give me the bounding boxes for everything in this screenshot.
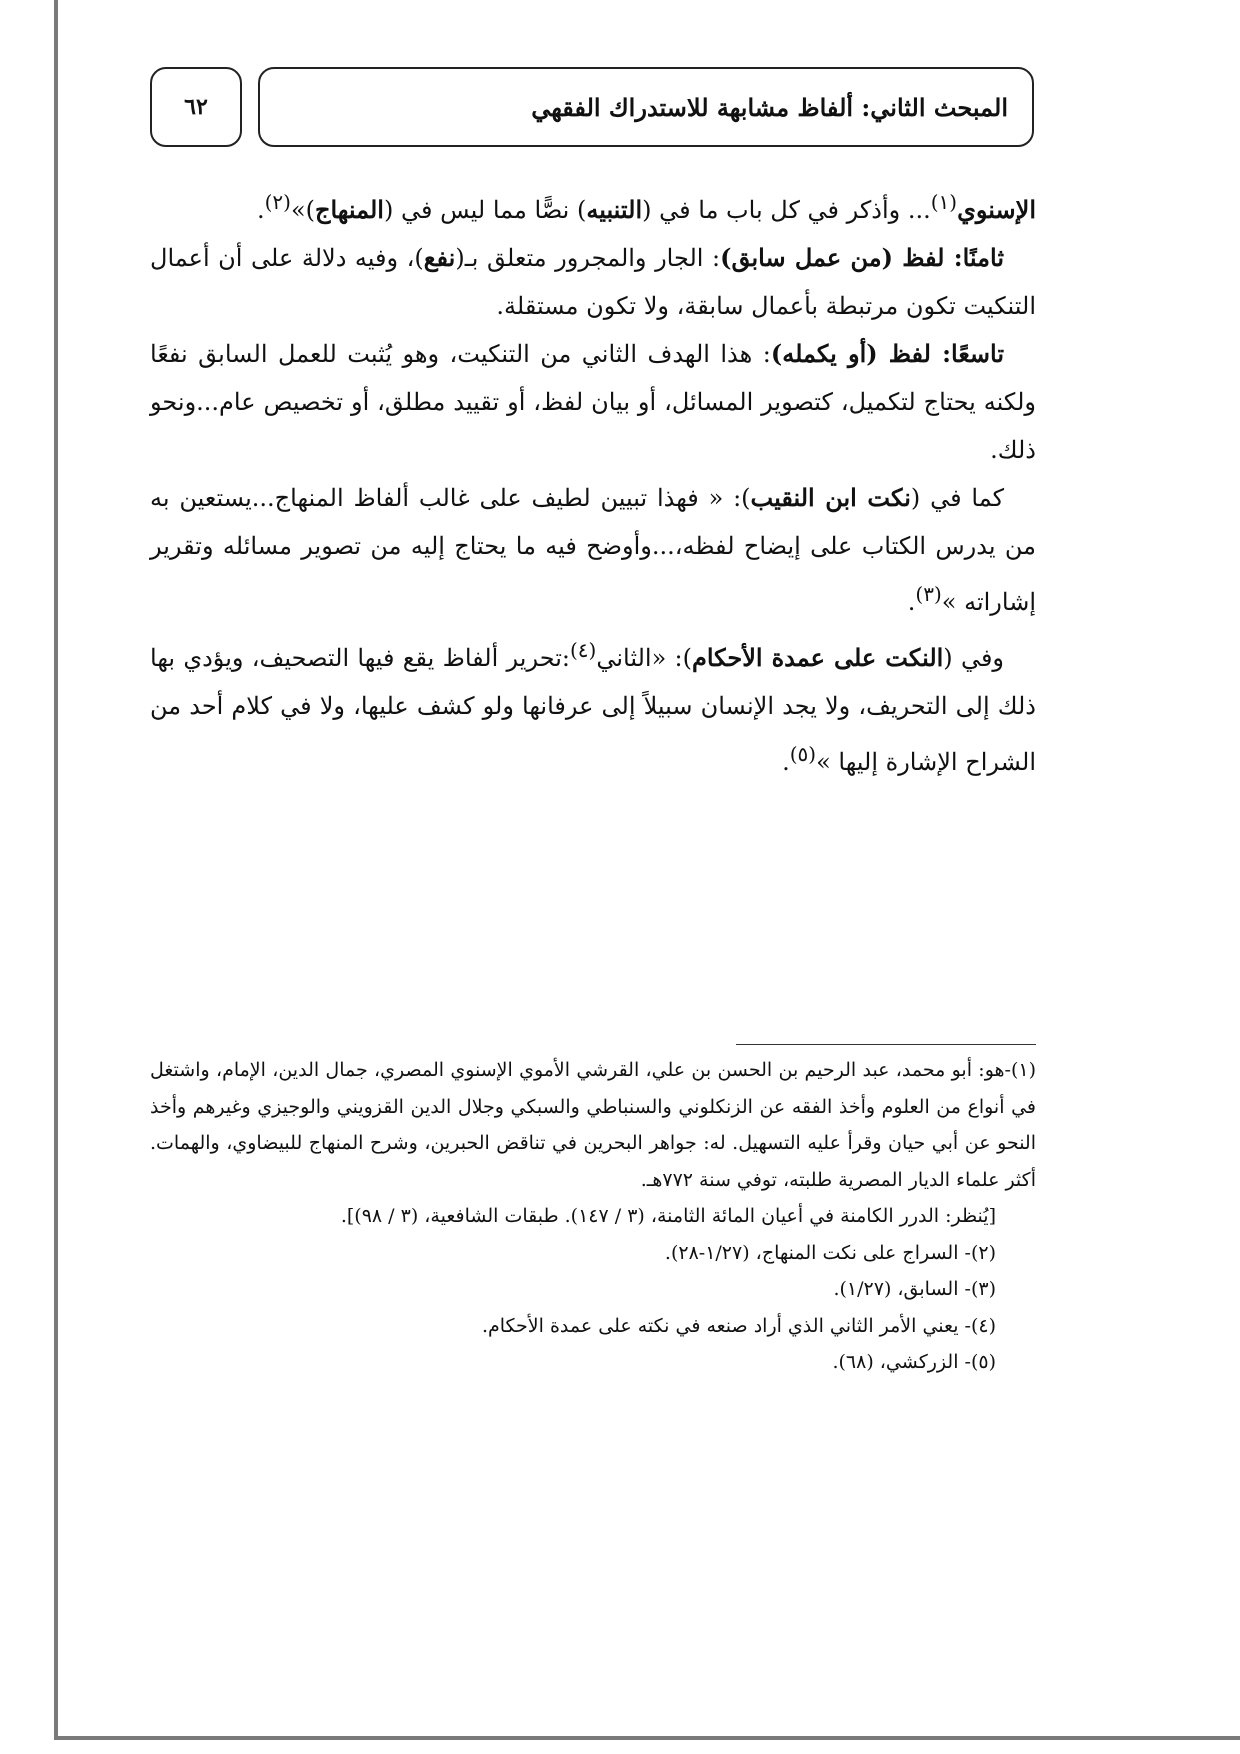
page-frame-bottom-border <box>54 1736 1240 1740</box>
footnote-ref-2: (٢) <box>264 190 291 214</box>
footnote-1-reference: [يُنظر: الدرر الكامنة في أعيان المائة الثامنة، (٣ / ١٤٧). طبقات الشافعية، (٣ / ٩٨)]. <box>340 1205 996 1227</box>
footnote-1: (١)-هو: أبو محمد، عبد الرحيم بن الحسن بن علي، القرشي الأموي الإسنوي المصري، جمال الدين، الإمام، واشتغل في أنواع من العلوم وأخذ الفقه عن الزنكلوني والسنباطي والسبكي وجلال الدين القزويني والوجيزي وغيرهم وأخذ النحو عن أبي حيان وقرأ عليه التسهيل. له: جواهر البحرين في تناقض الحبرين، وشرح المنهاج للبيضاوي، والهمات. أكثر علماء الديار المصرية طلبته، توفي سنة ٧٧٢هـ. <box>150 1059 1036 1191</box>
running-header <box>258 67 1034 147</box>
paragraph-5: وفي (النكت على عمدة الأحكام): «الثاني$^{(٤)}$:تحرير ألفاظ يقع فيها التصحيف، ويؤدي بها ذلك إلى التحريف، ولا يجد الإنسان سبيلاً إلى عرفانها ولو كشف عليها، ولا في كلام أحد من الشراح الإشارة إليها »$^{(٥)}$. <box>150 638 1036 776</box>
main-body <box>150 178 1036 786</box>
footnote-2: (٢)- السراج على نكت المنهاج، (١/٢٧-٢٨). <box>664 1241 996 1264</box>
footnote-3: (٣)- السابق، (١/٢٧). <box>833 1278 996 1300</box>
page-number: ٦٢ <box>184 94 208 120</box>
footnote-ref-4: (٤) <box>569 638 597 662</box>
footnote-4: (٤)- يعني الأمر الثاني الذي أراد صنعه في نكته على عمدة الأحكام. <box>481 1314 996 1337</box>
footnotes <box>150 1052 1036 1381</box>
paragraph-1: الإسنوي$^{(١)}$... وأذكر في كل باب ما في (التنبيه) نصًّا مما ليس في (المنهاج)»$^{(٢)}$. <box>256 190 1036 224</box>
footnote-ref-5: (٥) <box>789 742 817 766</box>
paragraph-3: تاسعًا: لفظ (أو يكمله): هذا الهدف الثاني من التنكيت، وهو يُثبت للعمل السابق نفعًا ولكنه يحتاج لتكميل، كتصوير المسائل، أو بيان لفظ، أو تقييد مطلق، أو تخصيص عام...ونحو ذلك. <box>150 339 1037 464</box>
paragraph-4: كما في (نكت ابن النقيب): « فهذا تبيين لطيف على غالب ألفاظ المنهاج...يستعين به من يدرس الكتاب على إيضاح لفظه،...وأوضح فيه ما يحتاج إليه من تصوير مسائله وتقرير إشاراته »$^{(٣)}$. <box>150 483 1036 616</box>
paragraph-2: ثامنًا: لفظ (من عمل سابق): الجار والمجرور متعلق بـ(نفع)، وفيه دلالة على أن أعمال التنكيت تكون مرتبطة بأعمال سابقة، ولا تكون مستقلة. <box>150 243 1036 320</box>
footnote-separator <box>736 1044 1036 1045</box>
paragraph-1-bold-name: الإسنوي <box>957 195 1036 224</box>
paragraph-3-heading: تاسعًا: لفظ (أو يكمله) <box>770 339 1004 368</box>
page-frame-left-border <box>54 0 58 1740</box>
footnote-ref-1: (١) <box>930 190 958 214</box>
footnote-5: (٥)- الزركشي، (٦٨). <box>832 1351 996 1373</box>
footnote-ref-3: (٣) <box>915 582 942 606</box>
paragraph-2-heading: ثامنًا: لفظ (من عمل سابق) <box>720 243 1005 272</box>
running-header-title: المبحث الثاني: ألفاظ مشابهة للاستدراك الفقهي <box>531 92 1008 122</box>
page-number-box <box>150 67 242 147</box>
